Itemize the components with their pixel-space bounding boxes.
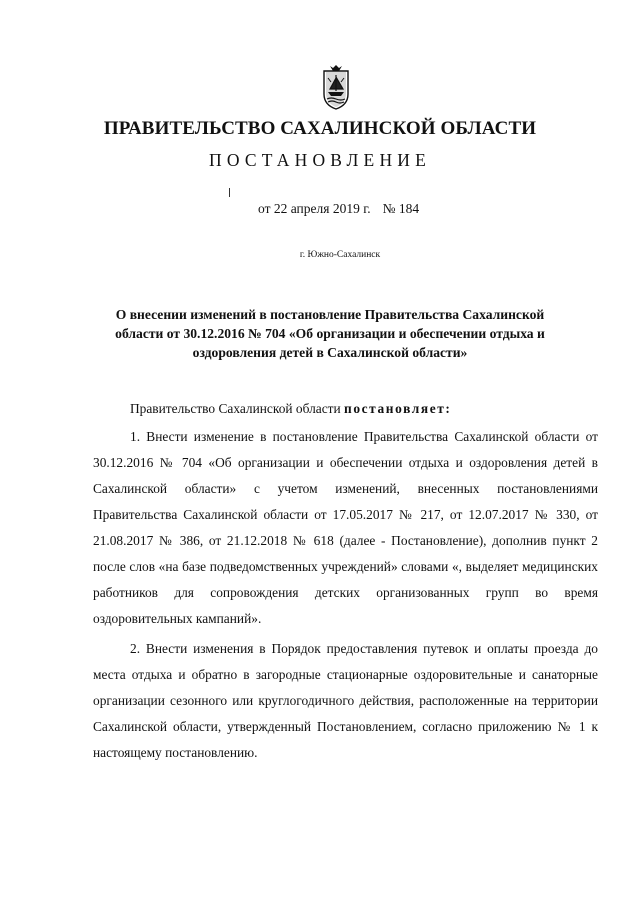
city-name: г. Южно-Сахалинск	[299, 250, 381, 260]
document-subject: О внесении изменений в постановление Правительства Сахалинской области от 30.12.2016 № 704 «Об организации и обеспечении отдыха и оздоровления детей в Сахалинской области»	[115, 307, 545, 360]
decree-word: постановляет:	[344, 401, 452, 416]
date-number-line	[258, 201, 419, 217]
document-number: № 184	[382, 201, 420, 216]
paragraph-1: 1. Внести изменение в постановление Правительства Сахалинской области от 30.12.2016 № 704 «Об организации и обеспечении отдыха и оздоровления детей в Сахалинской области» с учетом изменений, внесенных постановлениями Правительства Сахалинской области от 17.05.2017 № 217, от 12.07.2017 № 330, от 21.08.2017 № 386, от 21.12.2018 № 618 (далее - Постановление), дополнив пункт 2 после слов «на базе подведомственных учреждений» словами «, выделяет медицинских работников для сопровождения детских организованных групп во время оздоровительных кампаний».	[93, 429, 598, 626]
stray-mark	[229, 188, 230, 197]
paragraph-2: 2. Внести изменения в Порядок предоставления путевок и оплаты проезда до места отдыха и обратно в загородные стационарные оздоровительные и санаторные организации сезонного или круглогодичного действия, расположенные на территории Сахалинской области, утвержденный Постановлением, согласно приложению № 1 к настоящему постановлению.	[93, 641, 598, 760]
document-date: от 22 апреля 2019 г.	[258, 201, 371, 216]
document-body	[93, 396, 598, 766]
document-type: ПОСТАНОВЛЕНИЕ	[208, 150, 432, 170]
government-name: ПРАВИТЕЛЬСТВО САХАЛИНСКОЙ ОБЛАСТИ	[103, 118, 537, 139]
intro-text: Правительство Сахалинской области	[130, 401, 345, 416]
coat-of-arms-icon	[321, 62, 351, 110]
intro-paragraph	[93, 396, 598, 422]
